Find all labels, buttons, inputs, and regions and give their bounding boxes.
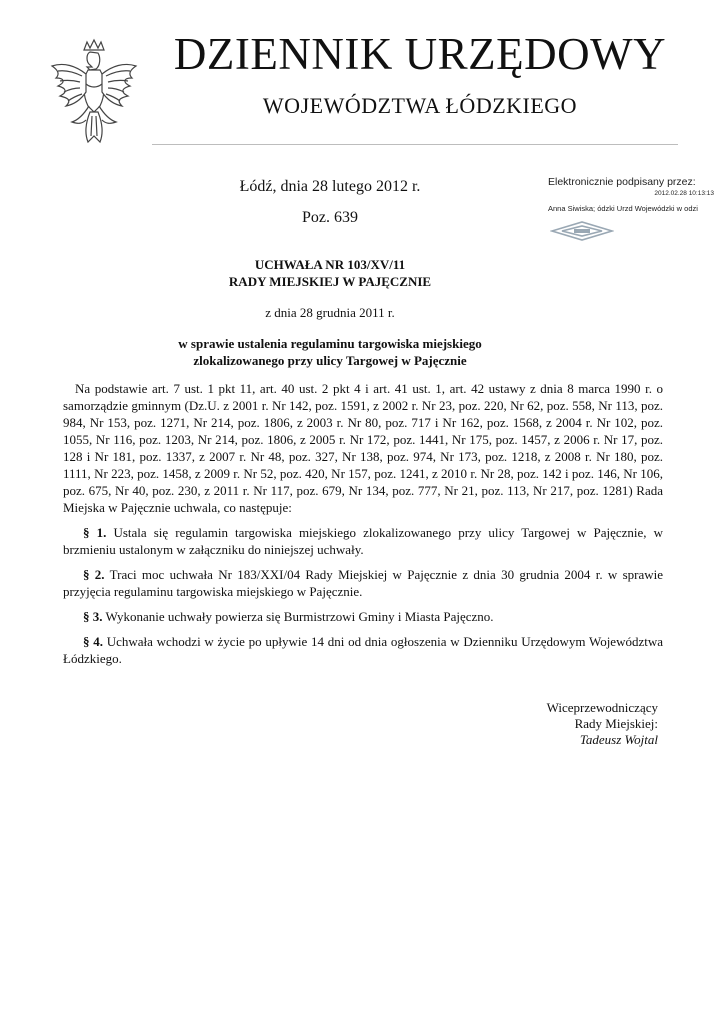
signatory-name: Tadeusz Wojtal xyxy=(579,732,658,747)
section-label: § 4. xyxy=(83,634,103,649)
signature-signer: Anna Siwiska; ódzki Urzd Wojewódzki w odzi xyxy=(548,204,698,213)
act-subject-line-2: zlokalizowanego przy ulicy Targowej w Pajęcznie xyxy=(193,353,467,368)
place-and-date: Łódź, dnia 28 lutego 2012 r. xyxy=(239,178,421,195)
act-subject xyxy=(100,335,560,369)
act-subject-line-1: w sprawie ustalenia regulaminu targowiska miejskiego xyxy=(178,336,482,351)
act-date: z dnia 28 grudnia 2011 r. xyxy=(265,305,395,320)
publication-title: DZIENNIK URZĘDOWY xyxy=(173,29,667,79)
section-label: § 2. xyxy=(83,567,105,582)
section-text: Wykonanie uchwały powierza się Burmistrzowi Gminy i Miasta Pajęczno. xyxy=(105,609,494,624)
signatory-role: Wiceprzewodniczący xyxy=(546,700,658,715)
section-3 xyxy=(63,608,663,625)
position-number: Poz. 639 xyxy=(302,209,358,226)
act-title: UCHWAŁA NR 103/XV/11 xyxy=(254,257,406,272)
electronic-signature-stamp xyxy=(548,176,718,214)
signatory-body: Rady Miejskiej: xyxy=(574,716,658,731)
header-divider xyxy=(152,144,678,145)
section-text: Ustala się regulamin targowiska miejskiego zlokalizowanego przy ulicy Targowej w Pajęcznie, w brzmieniu ustalonym w załączniku do niniejszej uchwały. xyxy=(63,525,664,557)
section-label: § 1. xyxy=(83,525,107,540)
section-text: Uchwała wchodzi w życie po upływie 14 dni od dnia ogłoszenia w Dzienniku Urzędowym Województwa Łódzkiego. xyxy=(63,634,664,666)
signature-heading: Elektronicznie podpisany przez: xyxy=(548,176,696,188)
polish-eagle-icon xyxy=(46,36,142,148)
section-4 xyxy=(63,633,663,667)
section-1 xyxy=(63,524,663,558)
section-label: § 3. xyxy=(83,609,103,624)
section-2 xyxy=(63,566,663,600)
act-issuer: RADY MIEJSKIEJ W PAJĘCZNIE xyxy=(228,274,432,289)
preamble: Na podstawie art. 7 ust. 1 pkt 11, art. 40 ust. 2 pkt 4 i art. 41 ust. 1, art. 42 ustawy z dnia 8 marca 1990 r. o samorządzie gminnym (Dz.U. z 2001 r. Nr 142, poz. 1591, z 2002 r. Nr 23, poz. 220, Nr 62, poz. 558, Nr 113, poz. 984, Nr 153, poz. 1271, Nr 214, poz. 1806, z 2003 r. Nr 80, poz. 717 i Nr 162, poz. 1568, z 2004 r. Nr 102, poz. 1055, Nr 116, poz. 1203, Nr 214, poz. 1806, z 2005 r. Nr 172, poz. 1441, Nr 175, poz. 1457, z 2006 r. Nr 17, poz. 128 i Nr 181, poz. 1337, z 2007 r. Nr 48, poz. 327, Nr 138, poz. 974, Nr 173, poz. 1218, z 2008 r. Nr 180, poz. 1111, Nr 223, poz. 1458, z 2009 r. Nr 52, poz. 420, Nr 157, poz. 1241, z 2010 r. Nr 28, poz. 142 i poz. 146, Nr 106, poz. 675, Nr 40, poz. 230, z 2011 r. Nr 117, poz. 679, Nr 134, poz. 777, Nr 21, poz. 113, Nr 217, poz. 1281) Rada Miejska w Pajęcznie uchwala, co następuje: xyxy=(63,381,663,515)
signature-block xyxy=(470,700,658,748)
signature-timestamp: 2012.02.28 10:13:13 xyxy=(654,190,714,197)
act-body xyxy=(63,380,663,675)
publication-subtitle: WOJEWÓDZTWA ŁÓDZKIEGO xyxy=(262,93,578,118)
section-text: Traci moc uchwała Nr 183/XXI/04 Rady Miejskiej w Pajęcznie z dnia 30 grudnia 2004 r. w sprawie przyjęcia regulaminu targowiska miejskiego w Pajęcznie. xyxy=(63,567,664,599)
